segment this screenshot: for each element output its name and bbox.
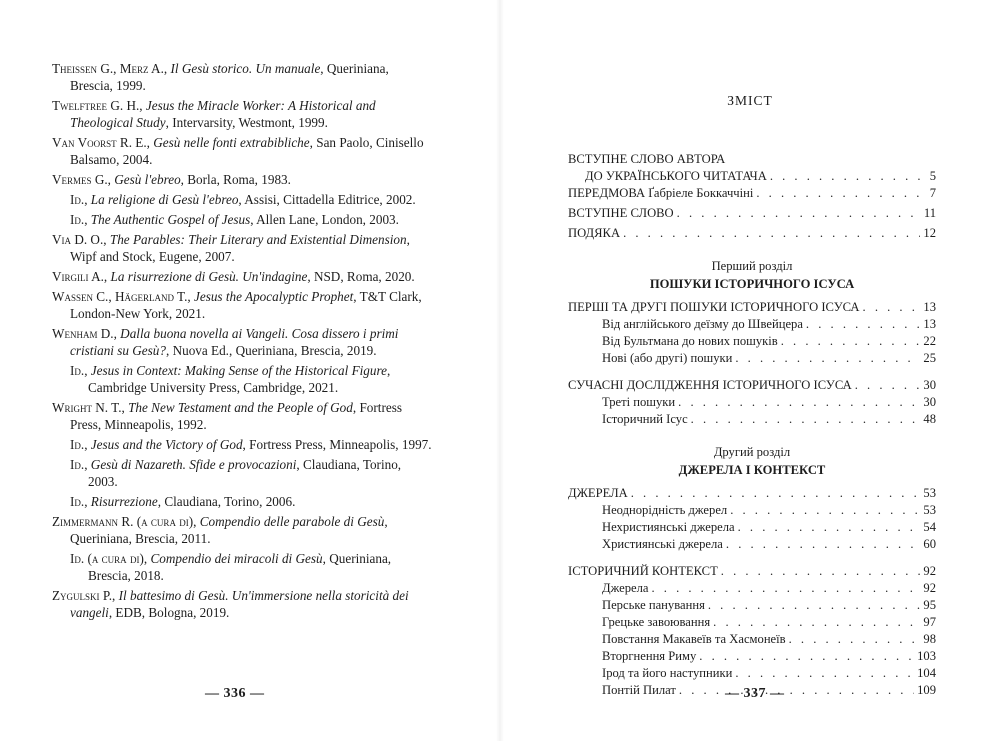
bibliography-entry: Vermes G., Gesù l'ebreo, Borla, Roma, 1983. xyxy=(52,172,291,187)
toc-subentry: Вторгнення Риму . . . 103 xyxy=(568,648,936,665)
toc-subentry: Нові (або другі) пошуки . . . 25 xyxy=(568,350,936,367)
toc-subentry: Повстання Макавеїв та Хасмонеїв . . . 98 xyxy=(568,631,936,648)
bibliography-entry: Wenham D., Dalla buona novella ai Vangeli. Cosa dissero i primi cristiani su Gesù?, Nuova Ed., Queriniana, Brescia, 2019. xyxy=(52,326,399,358)
bibliography-entry: Zygulski P., Il battesimo di Gesù. Un'immersione nella storicità dei vangeli, EDB, Bologna, 2019. xyxy=(52,588,409,620)
toc-entry: ДО УКРАЇНСЬКОГО ЧИТАТАЧА . . . 5 xyxy=(568,168,936,185)
bibliography-entry: Theissen G., Merz A., Il Gesù storico. Un manuale, Queriniana, Brescia, 1999. xyxy=(52,61,389,93)
bibliography-entry: Id., The Authentic Gospel of Jesus, Allen Lane, London, 2003. xyxy=(70,212,399,227)
toc-subentry: Джерела . . . 92 xyxy=(568,580,936,597)
bibliography-entry: Id., Risurrezione, Claudiana, Torino, 2006. xyxy=(70,494,296,509)
toc-subentry: Від англійського деїзму до Швейцера . . . 13 xyxy=(568,316,936,333)
toc-entry: СУЧАСНІ ДОСЛІДЖЕННЯ ІСТОРИЧНОГО ІСУСА . . . 30 xyxy=(568,377,936,394)
toc-subentry: Християнські джерела . . . 60 xyxy=(568,536,936,553)
bibliography-entry: Id. (a cura di), Compendio dei miracoli di Gesù, Queriniana, Brescia, 2018. xyxy=(70,551,392,583)
part-label: Другий розділ xyxy=(713,445,791,459)
table-of-contents xyxy=(568,151,936,699)
toc-entry: ВСТУПНЕ СЛОВО . . . 11 xyxy=(568,205,936,222)
contents-title: ЗМІСТ xyxy=(727,93,773,108)
bibliography-entry: Virgili A., La risurrezione di Gesù. Un'indagine, NSD, Roma, 2020. xyxy=(52,269,415,284)
bibliography-entry: Wright N. T., The New Testament and the People of God, Fortress Press, Minneapolis, 1992. xyxy=(52,400,402,432)
page-number: — 336 — xyxy=(205,686,265,701)
toc-entry: ПЕРШІ ТА ДРУГІ ПОШУКИ ІСТОРИЧНОГО ІСУСА . . . 13 xyxy=(568,299,936,316)
bibliography-entry: Id., Gesù di Nazareth. Sfide e provocazioni, Claudiana, Torino, 2003. xyxy=(70,457,402,489)
toc-entry: ПЕРЕДМОВА Ґабріеле Боккаччіні . . . 7 xyxy=(568,185,936,202)
right-page xyxy=(500,0,1000,741)
part-title: ПОШУКИ ІСТОРИЧНОГО ІСУСА xyxy=(649,277,855,291)
bibliography-entry: Id., Jesus in Context: Making Sense of the Historical Figure, Cambridge University Press, Cambridge, 2021. xyxy=(70,363,391,395)
toc-subentry: Від Бультмана до нових пошуків . . . 22 xyxy=(568,333,936,350)
toc-subentry: Неоднорідність джерел . . . 53 xyxy=(568,502,936,519)
page-number: — 337 — xyxy=(725,686,785,701)
toc-subentry: Треті пошуки . . . 30 xyxy=(568,394,936,411)
toc-entry: ПОДЯКА . . . 12 xyxy=(568,225,936,242)
toc-subentry: Історичний Ісус . . . 48 xyxy=(568,411,936,428)
part-label: Перший розділ xyxy=(711,259,793,273)
part-title: ДЖЕРЕЛА І КОНТЕКСТ xyxy=(678,463,826,477)
toc-subentry: Грецьке завоювання . . . 97 xyxy=(568,614,936,631)
bibliography-list xyxy=(52,60,432,624)
toc-entry: ДЖЕРЕЛА . . . 53 xyxy=(568,485,936,502)
bibliography-entry: Zimmermann R. (a cura di), Compendio delle parabole di Gesù, Queriniana, Brescia, 2011. xyxy=(52,514,388,546)
bibliography-entry: Via D. O., The Parables: Their Literary and Existential Dimension, Wipf and Stock, Eugene, 2007. xyxy=(52,232,410,264)
toc-subentry: Нехристиянські джерела . . . 54 xyxy=(568,519,936,536)
toc-subentry: Понтій Пилат . . . 109 xyxy=(568,682,936,699)
toc-subentry: Перське панування . . . 95 xyxy=(568,597,936,614)
toc-subentry: Ірод та його наступники . . . 104 xyxy=(568,665,936,682)
toc-entry-label: ВСТУПНЕ СЛОВО АВТОРА xyxy=(568,152,726,166)
bibliography-entry: Id., La religione di Gesù l'ebreo, Assisi, Cittadella Editrice, 2002. xyxy=(70,192,416,207)
bibliography-entry: Van Voorst R. E., Gesù nelle fonti extrabibliche, San Paolo, Cinisello Balsamo, 2004. xyxy=(52,135,424,167)
bibliography-entry: Wassen C., Hägerland T., Jesus the Apocalyptic Prophet, T&T Clark, London-New York, 2021. xyxy=(52,289,422,321)
bibliography-entry: Twelftree G. H., Jesus the Miracle Worker: A Historical and Theological Study, Intervarsity, Westmont, 1999. xyxy=(52,98,376,130)
bibliography-entry: Id., Jesus and the Victory of God, Fortress Press, Minneapolis, 1997. xyxy=(70,437,432,452)
toc-entry: ІСТОРИЧНИЙ КОНТЕКСТ . . . 92 xyxy=(568,563,936,580)
